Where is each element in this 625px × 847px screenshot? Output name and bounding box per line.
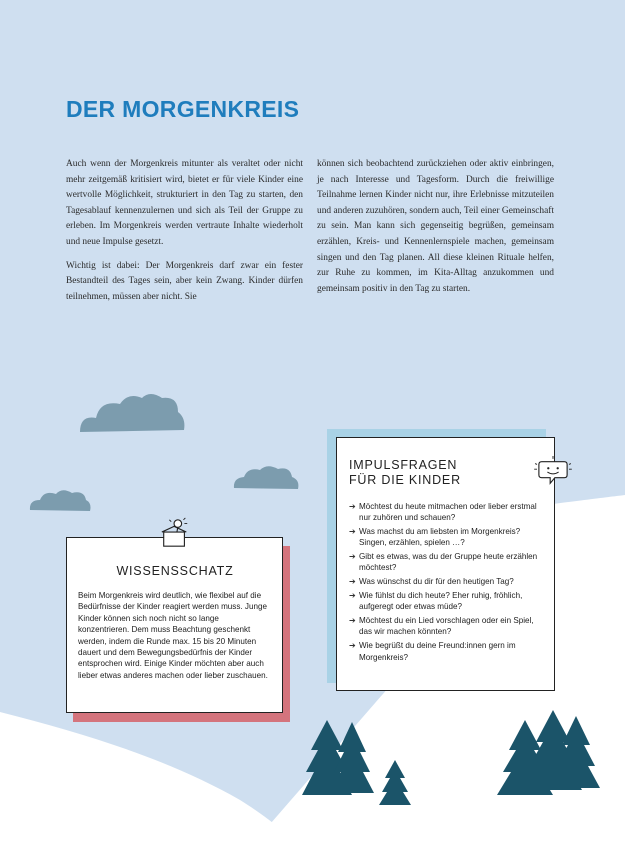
impulsfragen-title [349, 458, 544, 488]
impulsfragen-title-line2: FÜR DIE KINDER [349, 473, 461, 487]
speech-bubble-smiley-icon [534, 456, 572, 488]
body-paragraph: Auch wenn der Morgenkreis mitunter als veraltet oder nicht mehr zeitgemäß kritisiert wird, bietet er für viele Kinder eine wertvolle Möglichkeit, strukturiert in den Tag zu starten, den Tagesablauf kennenzulernen und sich als Teil der Gruppe zu erleben. Im Morgenkreis werden vertraute Inhalte wiederholt und neue Impulse gesetzt. [66, 159, 303, 247]
list-item: ➔ Möchtest du heute mitmachen oder lieber erstmal nur zuhören und schauen? [349, 502, 537, 523]
arrow-icon: ➔ [349, 591, 356, 601]
list-item: ➔ Wie begrüßt du deine Freund:innen gern im Morgenkreis? [349, 641, 516, 662]
body-paragraph: können sich beobachtend zurückziehen oder aktiv einbringen, je nach Interesse und Tagesform. Durch die freiwillige Teilnahme lernen Kinder nicht nur, ihre Erlebnisse mitzuteilen und anderen zuzuhören, sondern auch, Teil einer Gemeinschaft zu sein. Man kann sich gegenseitig begrüßen, gemeinsam erzählen, Kreis- und Kennenlernspiele machen, gemeinsam singen und den Tag planen. All diese kleinen Rituale helfen, zur Ruhe zu kommen, im Kita-Alltag anzukommen und gemeinsam positiv in den Tag zu starten. [317, 159, 554, 294]
list-item: ➔ Gibt es etwas, was du der Gruppe heute erzählen möchtest? [349, 552, 538, 573]
impulsfragen-box [336, 437, 555, 691]
wissensschatz-box [66, 537, 283, 713]
arrow-icon: ➔ [349, 502, 356, 511]
wissensschatz-text: Beim Morgenkreis wird deutlich, wie flexibel auf die Bedürfnisse der Kinder reagiert werden muss. Junge Kinder können sich noch nicht so lange konzentrieren. Dem muss Beachtung geschenkt werden, indem die Runde max. 15 bis 20 Minuten dauert und dem Bewegungsbedürfnis der Kinder entsprochen wird. Einige Kinder möchten aber auch lieber etwas anderes machen oder lieber zuschauen. [78, 591, 268, 680]
list-item: ➔ Was machst du am liebsten im Morgenkreis? Singen, erzählen, spielen …? [349, 527, 521, 548]
treasure-box-icon [159, 517, 191, 549]
text-column-right [317, 157, 554, 305]
list-item: ➔ Möchtest du ein Lied vorschlagen oder ein Spiel, das wir machen könnten? [349, 616, 534, 637]
arrow-icon: ➔ [349, 577, 356, 587]
list-item: ➔ Wie fühlst du dich heute? Eher ruhig, fröhlich, aufgeregt oder etwas müde? [349, 591, 523, 612]
arrow-icon: ➔ [349, 527, 356, 537]
text-column-left [66, 157, 303, 313]
page-title: DER MORGENKREIS [66, 96, 300, 122]
list-item: ➔ Was wünschst du dir für den heutigen Tag? [349, 577, 514, 587]
arrow-icon: ➔ [349, 641, 356, 651]
impulsfragen-title-line1: IMPULSFRAGEN [349, 458, 458, 472]
wissensschatz-title: WISSENSSCHATZ [116, 564, 234, 578]
body-paragraph: Wichtig ist dabei: Der Morgenkreis darf zwar ein fester Bestandteil des Tages sein, aber kein Zwang. Kinder dürfen teilnehmen, müssen aber nicht. Sie [66, 260, 303, 302]
arrow-icon: ➔ [349, 552, 356, 562]
arrow-icon: ➔ [349, 616, 356, 626]
impulsfragen-list [349, 501, 544, 663]
